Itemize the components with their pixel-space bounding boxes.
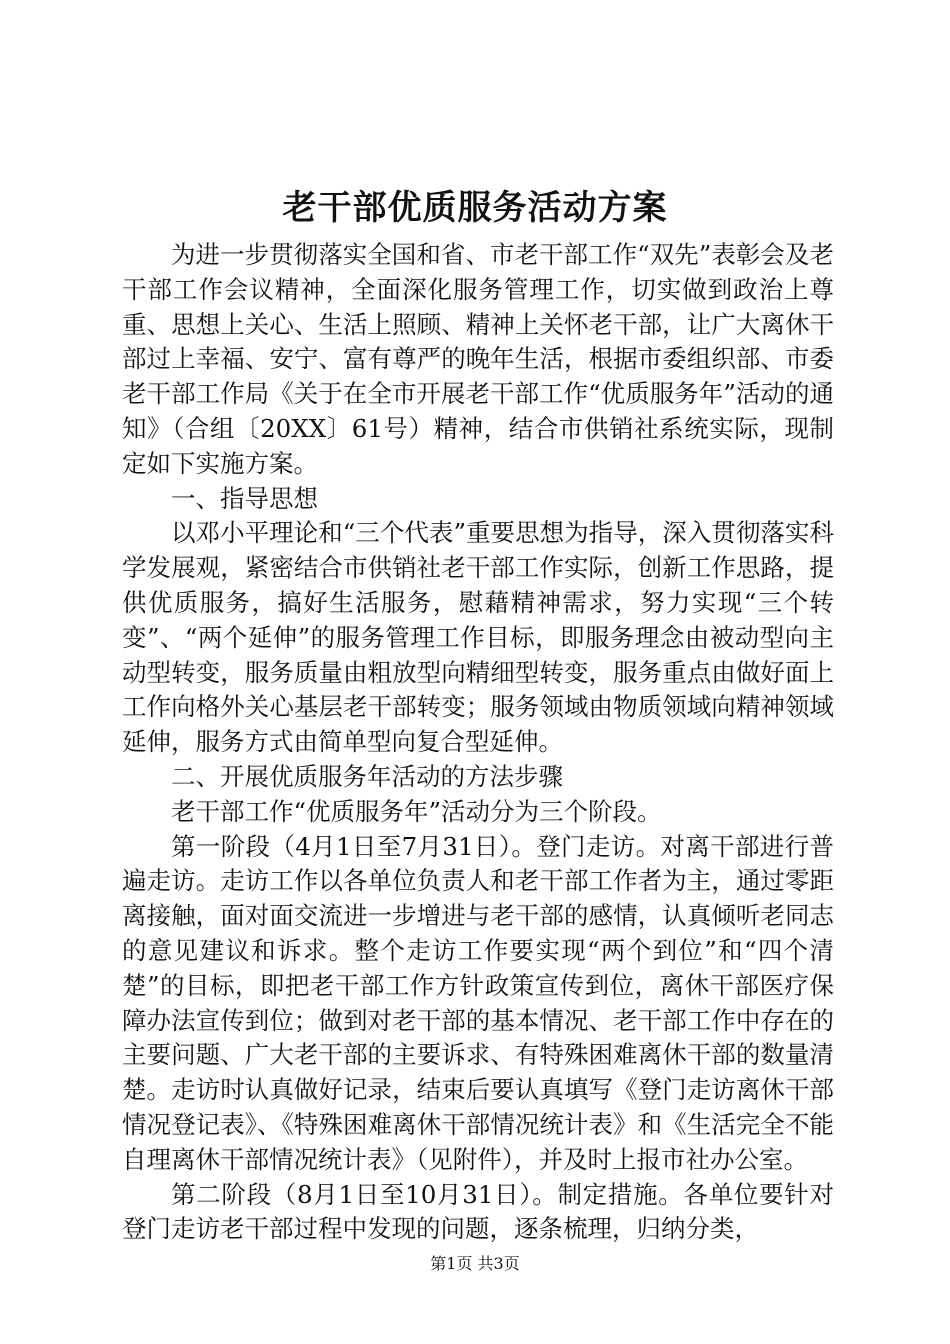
document-body [122, 238, 834, 1247]
paragraph-stage-two: 第二阶段（8月1日至10月31日）。制定措施。各单位要针对登门走访老干部过程中发现的问题，逐条梳理，归纳分类， [122, 1179, 834, 1244]
paragraph-three-stages: 老干部工作“优质服务年”活动分为三个阶段。 [171, 796, 662, 826]
document-title: 老干部优质服务活动方案 [282, 188, 668, 228]
section-heading-methods-steps: 二、开展优质服务年活动的方法步骤 [171, 761, 563, 791]
paragraph-stage-one: 第一阶段（4月1日至7月31日）。登门走访。对离干部进行普遍走访。走访工作以各单位负责人和老干部工作者为主，通过零距离接触，面对面交流进一步增进与老干部的感情，认真倾听老同志的意见建议和诉求。整个走访工作要实现“两个到位”和“四个清楚”的目标，即把老干部工作方针政策宣传到位，离休干部医疗保障办法宣传到位；做到对老干部的基本情况、老干部工作中存在的主要问题、广大老干部的主要诉求、有特殊困难离休干部的数量清楚。走访时认真做好记录，结束后要认真填写《登门走访离休干部情况登记表》、《特殊困难离休干部情况统计表》和《生活完全不能自理离休干部情况统计表》（见附件），并及时上报市社办公室。 [122, 831, 834, 1174]
paragraph-intro: 为进一步贯彻落实全国和省、市老干部工作“双先”表彰会及老干部工作会议精神，全面深化服务管理工作，切实做到政治上尊重、思想上关心、生活上照顾、精神上关怀老干部，让广大离休干部过上幸福、安宁、富有尊严的晚年生活，根据市委组织部、市委老干部工作局《关于在全市开展老干部工作“优质服务年”活动的通知》（合组〔20XX〕61号）精神，结合市供销社系统实际，现制定如下实施方案。 [122, 240, 834, 478]
paragraph-guiding-thought: 以邓小平理论和“三个代表”重要思想为指导，深入贯彻落实科学发展观，紧密结合市供销社老干部工作实际，创新工作思路，提供优质服务，搞好生活服务，慰藉精神需求，努力实现“三个转变”、“两个延伸”的服务管理工作目标，即服务理念由被动型向主动型转变，服务质量由粗放型向精细型转变，服务重点由做好面上工作向格外关心基层老干部转变；服务领域由物质领域向精神领域延伸，服务方式由简单型向复合型延伸。 [122, 518, 834, 757]
section-heading-guiding-thought: 一、指导思想 [171, 483, 318, 513]
page-number-footer: 第1页 共3页 [430, 1254, 520, 1273]
